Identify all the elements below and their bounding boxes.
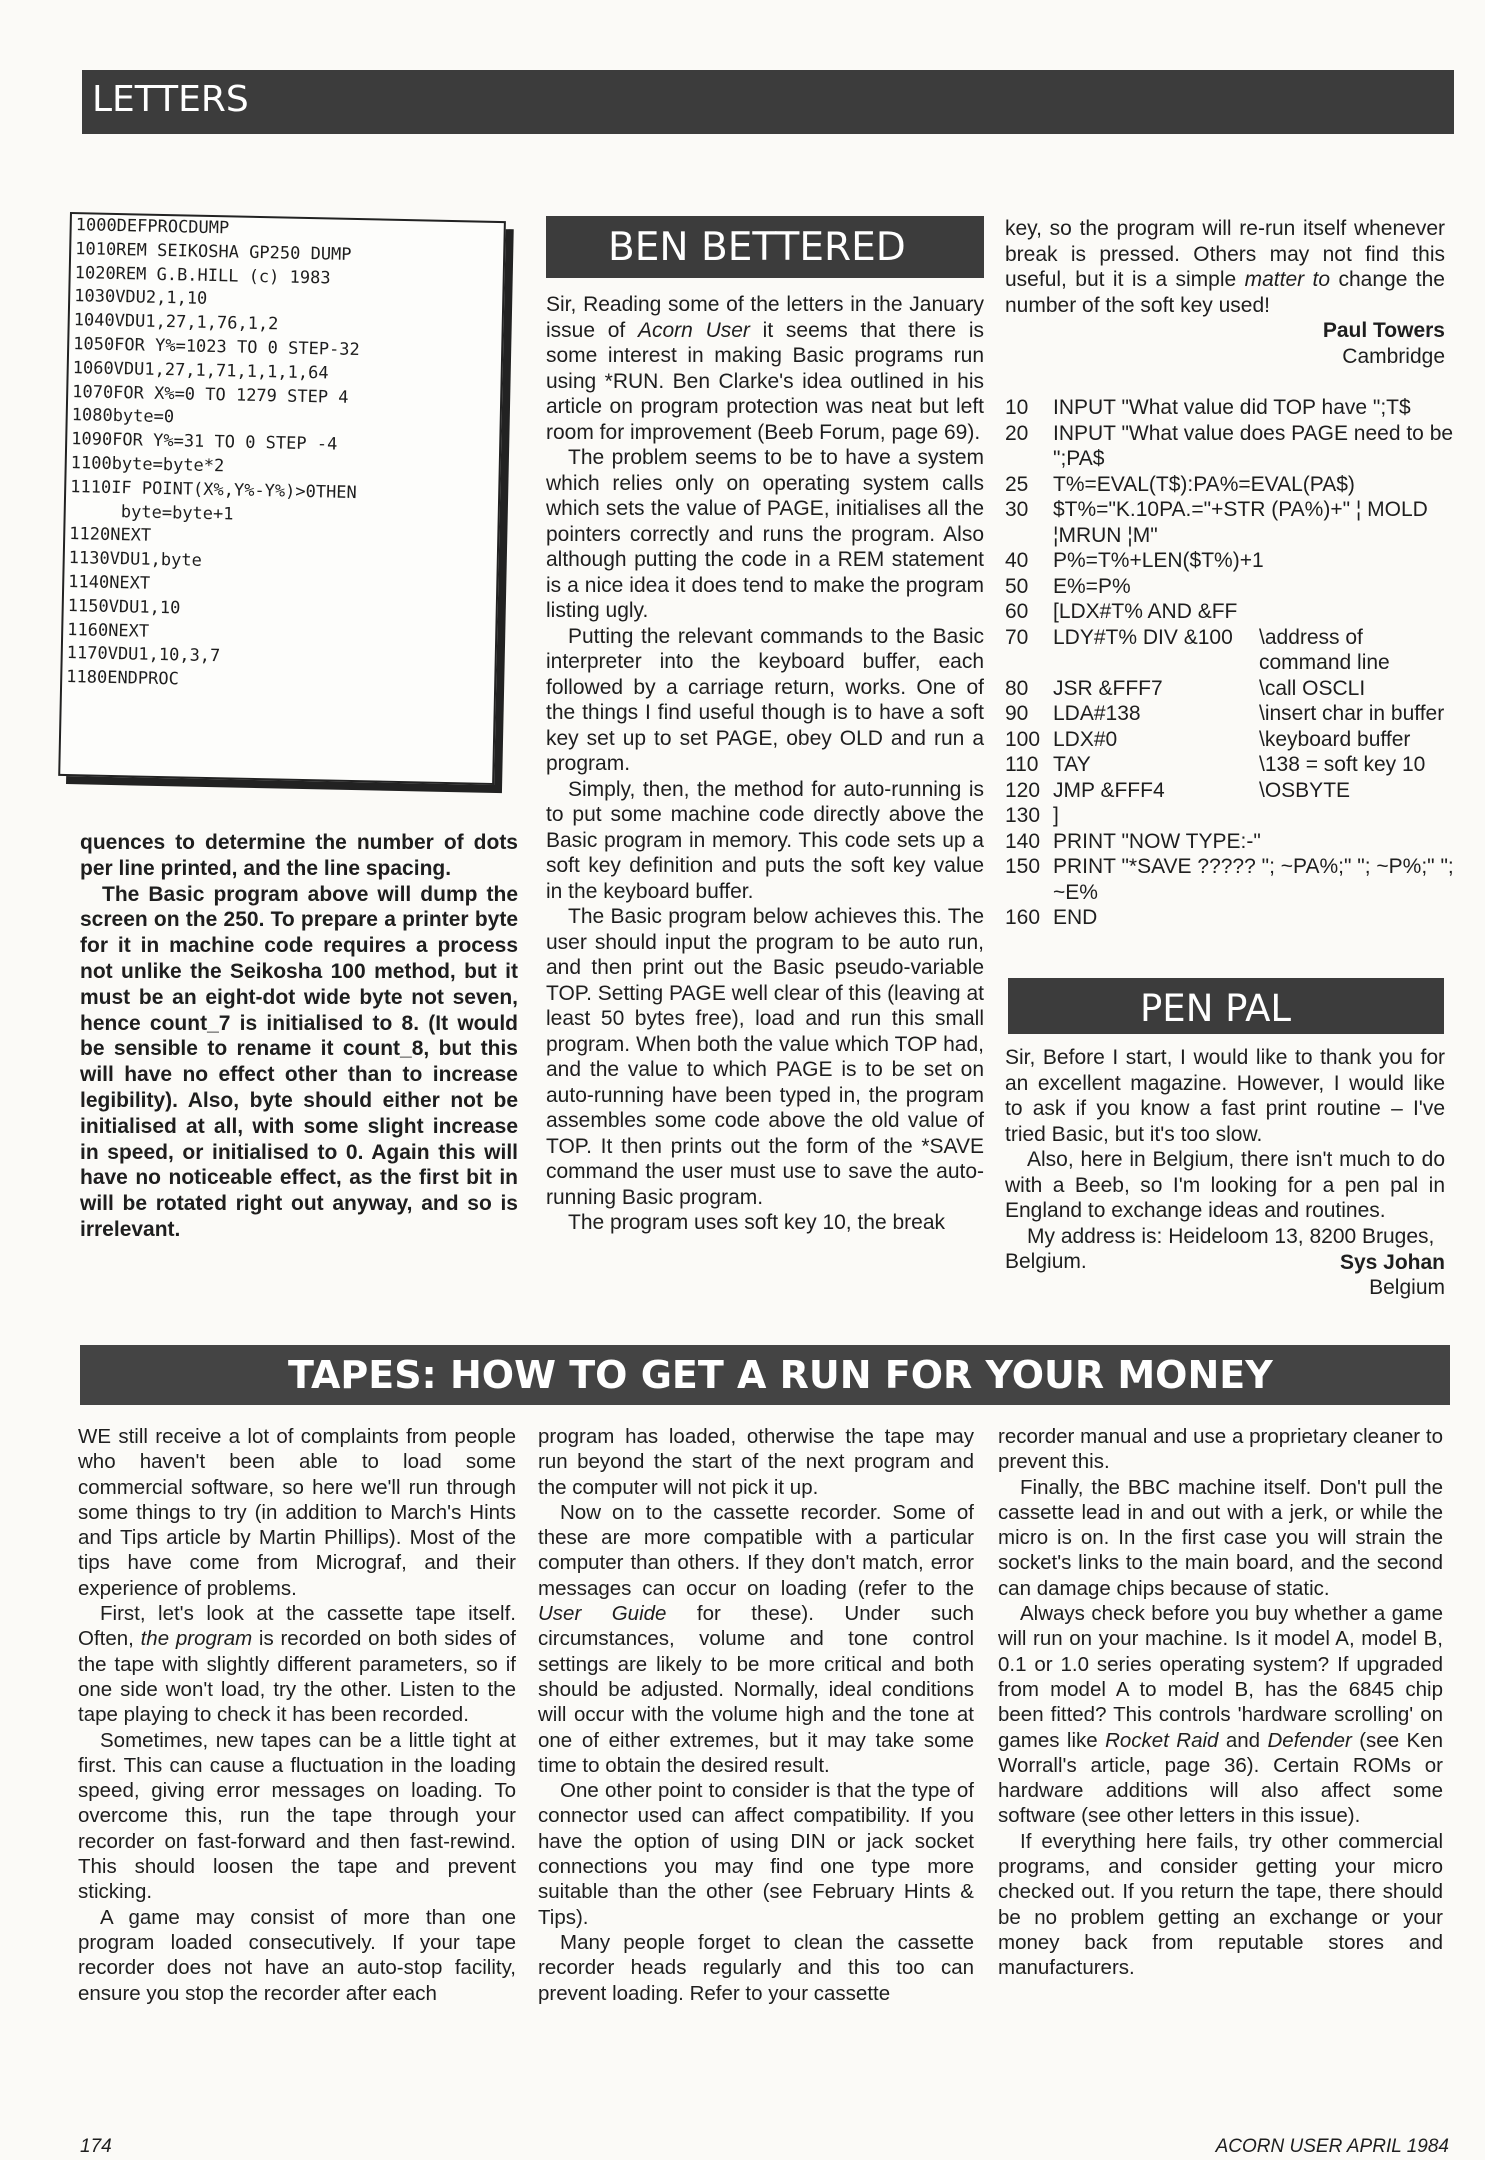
- program-line: [1005, 854, 1455, 905]
- line-number: 160: [1005, 906, 1041, 929]
- listing-line: 1180ENDPROC: [66, 667, 180, 690]
- program-line: [1005, 701, 1455, 727]
- listing-line: 1160NEXT: [67, 619, 150, 642]
- heading-text: PEN PAL: [1140, 987, 1291, 1030]
- line-number: 70: [1005, 625, 1029, 649]
- listing-line: 1080byte=0: [71, 405, 175, 428]
- line-comment: \keyboard buffer: [1259, 727, 1411, 751]
- section-header-bar: [82, 70, 1454, 134]
- line-code: $T%="K.10PA.="+STR (PA%)+" ¦ MOLD ¦MRUN ¦M": [1053, 498, 1428, 547]
- listing-line: 1050FOR Y%=1023 TO 0 STEP-32: [73, 334, 360, 361]
- paragraph: Now on to the cassette recorder. Some of these are more compatible with a particular computer than others. If they don't match, error messages can occur on loading (refer to the User Guide for these). Under such circumstances, volume and tone control settings are likely to be more critical and both should be adjusted. Normally, ideal conditions will occur with the volume high and the tone at one of either extremes, but it may take some time to obtain the desired result.: [538, 1500, 975, 1777]
- paragraph: The Basic program below achieves this. The user should input the program to be auto run, and then print out the Basic pseudo-variable TOP. Setting PAGE well clear of this (leaving at least 50 bytes free), load and run this small program. When both the value which TOP had, and the value to which PAGE is to be set on auto-running have been typed in, the program assembles some code above the old value of TOP. It then prints out the form of the *SAVE command the user must use to save the auto-running Basic program.: [546, 905, 984, 1209]
- listing-line: 1170VDU1,10,3,7: [66, 643, 221, 667]
- page-number: 174: [80, 2136, 112, 2157]
- ben-bettered-heading: [546, 216, 984, 278]
- line-number: 100: [1005, 727, 1041, 751]
- program-line: [1005, 778, 1455, 804]
- line-code: END: [1053, 906, 1098, 929]
- tapes-column-3: [998, 1424, 1443, 1981]
- pen-pal-heading: [1008, 978, 1444, 1034]
- line-number: 10: [1005, 396, 1029, 419]
- line-code: JMP &FFF4: [1053, 778, 1165, 802]
- program-line: [1005, 829, 1455, 855]
- program-line: [1005, 905, 1455, 931]
- signature-name: Sys Johan: [1339, 1250, 1445, 1274]
- line-comment: \insert char in buffer: [1259, 702, 1445, 725]
- program-line: [1005, 599, 1455, 625]
- listing-line: 1070FOR X%=0 TO 1279 STEP 4: [72, 381, 349, 408]
- line-comment: \call OSCLI: [1259, 676, 1366, 700]
- line-comment: \address of command line: [1259, 625, 1390, 674]
- line-code: JSR &FFF7: [1053, 676, 1163, 700]
- line-number: 30: [1005, 498, 1029, 521]
- column-1-text: [80, 830, 518, 1243]
- line-number: 130: [1005, 804, 1041, 827]
- program-line: [1005, 548, 1455, 574]
- line-comment: \OSBYTE: [1259, 778, 1351, 802]
- line-number: 150: [1005, 855, 1041, 878]
- line-number: 110: [1005, 753, 1039, 776]
- signature-place: Belgium: [1369, 1276, 1445, 1299]
- program-line: [1005, 574, 1455, 600]
- paragraph: Always check before you buy whether a game will run on your machine. Is it model A, model B, 0.1 or 1.0 series operating system? If upgraded from model A to model B, has the 6845 chip been fitted? This controls 'hardware scrolling' on games like Rocket Raid and Defender (see Ken Worrall's article, page 36). Certain ROMs or hardware additions will also affect some software (see other letters in this issue).: [998, 1602, 1443, 1828]
- program-line: [1005, 395, 1455, 421]
- program-line: [1005, 625, 1455, 676]
- ben-bettered-letter: [546, 292, 984, 1236]
- paragraph: If everything here fails, try other commercial programs, and consider getting your micro checked out. If you return the tape, there should be no problem getting an exchange or your money back from reputable stores and manufacturers.: [998, 1829, 1443, 1980]
- paragraph: Many people forget to clean the cassette recorder heads regularly and this too can prevent loading. Refer to your cassette: [538, 1930, 974, 2005]
- paragraph: A game may consist of more than one program loaded consecutively. If your tape recorder does not have an auto-stop facility, ensure you stop the recorder after each: [78, 1905, 516, 2005]
- listing-line: 1060VDU1,27,1,71,1,1,1,64: [72, 357, 329, 384]
- listing-line: 1030VDU2,1,10: [74, 286, 208, 310]
- line-number: 20: [1005, 421, 1029, 445]
- line-code: PRINT "*SAVE ????? "; ~PA%;" "; ~P%;" "; ~E%: [1053, 855, 1454, 904]
- paragraph: Simply, then, the method for auto-running is to put some machine code directly above the Basic program in memory. This code sets up a soft key definition and puts the soft key value in the keyboard buffer.: [546, 777, 984, 903]
- paragraph: The program uses soft key 10, the break: [568, 1211, 946, 1234]
- pen-pal-letter: [1005, 1045, 1445, 1301]
- line-code: T%=EVAL(T$):PA%=EVAL(PA$): [1053, 472, 1355, 496]
- line-number: 120: [1005, 778, 1041, 802]
- line-code: LDY#T% DIV &100: [1053, 625, 1233, 649]
- basic-listing-box: [58, 212, 506, 785]
- listing-line: 1100byte=byte*2: [70, 453, 225, 477]
- paragraph: Sir, Reading some of the letters in the January issue of Acorn User it seems that there is some interest in making Basic programs run using *RUN. Ben Clarke's idea outlined in his article on program protection was neat but left room for improvement (Beeb Forum, page 69).: [546, 293, 984, 444]
- listing-line: 1000DEFPROCDUMP: [75, 215, 230, 239]
- program-line: [1005, 676, 1455, 702]
- listing-line: 1040VDU1,27,1,76,1,2: [73, 310, 279, 335]
- listing-line: 1110IF POINT(X%,Y%-Y%)>0THEN: [70, 476, 357, 503]
- line-code: E%=P%: [1053, 574, 1131, 598]
- paragraph: recorder manual and use a proprietary cleaner to prevent this.: [998, 1425, 1443, 1474]
- paragraph: The Basic program above will dump the screen on the 250. To prepare a printer byte for it in machine code requires a process not unlike the Seikosha 100 method, but it must be an eight-dot wide byte not seven, hence count_7 is initialised to 8. (It would be sensible to rename it count_8, but this will have no effect other than to increase legibility). Also, byte should either not be initialised at all, with some slight increase in speed, or initialised to 0. Again this will have no noticeable effect, as the first bit in will be rotated right out anyway, and so is irrelevant.: [80, 882, 518, 1241]
- section-title: LETTERS: [92, 79, 249, 120]
- tapes-heading: [80, 1345, 1450, 1405]
- paragraph: Sometimes, new tapes can be a little tight at first. This can cause a fluctuation in the loading speed, giving error messages on loading. To overcome this, run the tape through your recorder on fast-forward and then fast-rewind. This should loosen the tape and prevent sticking.: [78, 1728, 516, 1904]
- signature-name: Paul Towers: [1322, 319, 1445, 342]
- paragraph: Finally, the BBC machine itself. Don't pull the cassette lead in and out with a jerk, or while the micro is on. In the first case you will strain the socket's links to the main board, and the second can damage chips because of static.: [998, 1475, 1443, 1600]
- line-number: 60: [1005, 600, 1029, 623]
- program-line: [1005, 472, 1455, 498]
- heading-text: TAPES: HOW TO GET A RUN FOR YOUR MONEY: [288, 1353, 1273, 1397]
- listing-line: byte=byte+1: [69, 500, 234, 525]
- paragraph: First, let's look at the cassette tape itself. Often, the program is recorded on both sides of the tape with slightly different parameters, so if one side won't load, try the other. Listen to the tape playing to check it has been recorded.: [78, 1602, 517, 1727]
- paragraph: WE still receive a lot of complaints from people who haven't been able to load some commercial software, so here we'll run through some things to try (in addition to March's Hints and Tips article by Martin Phillips). Most of the tips have come from Micrograf, and their experience of problems.: [78, 1425, 516, 1600]
- line-code: INPUT "What value does PAGE need to be ";PA$: [1053, 421, 1454, 470]
- listing-line: 1090FOR Y%=31 TO 0 STEP -4: [71, 429, 338, 455]
- paragraph: program has loaded, otherwise the tape may run beyond the start of the next program and the computer will not pick it up.: [538, 1425, 974, 1499]
- listing-line: 1010REM SEIKOSHA GP250 DUMP: [75, 238, 352, 265]
- program-listing: [1005, 395, 1455, 931]
- listing-line: 1130VDU1,byte: [68, 548, 202, 571]
- line-number: 80: [1005, 676, 1029, 700]
- paragraph: The problem seems to be to have a system which relies only on operating system calls which sets the value of PAGE, initialises all the pointers correctly and runs the program. Also although putting the code in a REM statement is a nice idea it does tend to make the program listing ugly.: [546, 446, 984, 622]
- paragraph: quences to determine the number of dots per line printed, and the line spacing.: [80, 831, 518, 880]
- line-number: 140: [1005, 829, 1041, 853]
- listing-line: 1120NEXT: [69, 524, 152, 547]
- tapes-column-1: [78, 1424, 516, 2006]
- paragraph: One other point to consider is that the type of connector used can affect compatibility. If you have the option of using DIN or jack socket connections you may find one type more suitable than the other (see February Hints & Tips).: [538, 1779, 974, 1929]
- listing-line: 1150VDU1,10: [67, 595, 181, 619]
- listing-line: 1140NEXT: [68, 571, 151, 594]
- line-number: 50: [1005, 574, 1029, 598]
- paragraph: Also, here in Belgium, there isn't much to do with a Beeb, so I'm looking for a pen pal in England to exchange ideas and routines.: [1005, 1148, 1445, 1222]
- listing-line: 1020REM G.B.HILL (c) 1983: [74, 262, 331, 289]
- program-line: [1005, 803, 1455, 829]
- tapes-column-2: [538, 1424, 974, 2006]
- ben-bettered-continued: [1005, 216, 1445, 369]
- line-code: [LDX#T% AND &FF: [1053, 600, 1238, 623]
- line-code: P%=T%+LEN($T%)+1: [1053, 549, 1264, 572]
- magazine-footer: ACORN USER APRIL 1984: [1215, 2136, 1449, 2157]
- line-comment: \138 = soft key 10: [1259, 753, 1426, 776]
- paragraph: Sir, Before I start, I would like to thank you for an excellent magazine. However, I would like to ask if you know a fast print routine – I've tried Basic, but it's too slow.: [1005, 1046, 1445, 1146]
- signature-place: Cambridge: [1342, 344, 1445, 368]
- program-line: [1005, 752, 1455, 778]
- line-code: LDA#138: [1053, 702, 1141, 725]
- line-number: 40: [1005, 549, 1029, 572]
- program-line: [1005, 421, 1455, 472]
- line-code: LDX#0: [1053, 727, 1118, 751]
- line-code: INPUT "What value did TOP have ";T$: [1053, 396, 1411, 419]
- program-line: [1005, 727, 1455, 753]
- line-code: TAY: [1053, 753, 1091, 776]
- paragraph: key, so the program will re-run itself whenever break is pressed. Others may not find this useful, but it is a simple matter to change the number of the soft key used!: [1005, 217, 1445, 317]
- line-code: PRINT "NOW TYPE:-": [1053, 829, 1261, 853]
- heading-text: BEN BETTERED: [608, 225, 906, 270]
- line-code: ]: [1053, 804, 1059, 827]
- program-line: [1005, 497, 1455, 548]
- paragraph: Putting the relevant commands to the Basic interpreter into the keyboard buffer, each followed by a carriage return, works. One of the things I find useful though is to have a soft key set up to set PAGE, obey OLD and run a program.: [546, 624, 984, 775]
- paragraph: My address is: Heideloom 13, 8200 Bruges, Belgium.: [1005, 1224, 1435, 1273]
- line-number: 25: [1005, 472, 1029, 496]
- line-number: 90: [1005, 702, 1029, 725]
